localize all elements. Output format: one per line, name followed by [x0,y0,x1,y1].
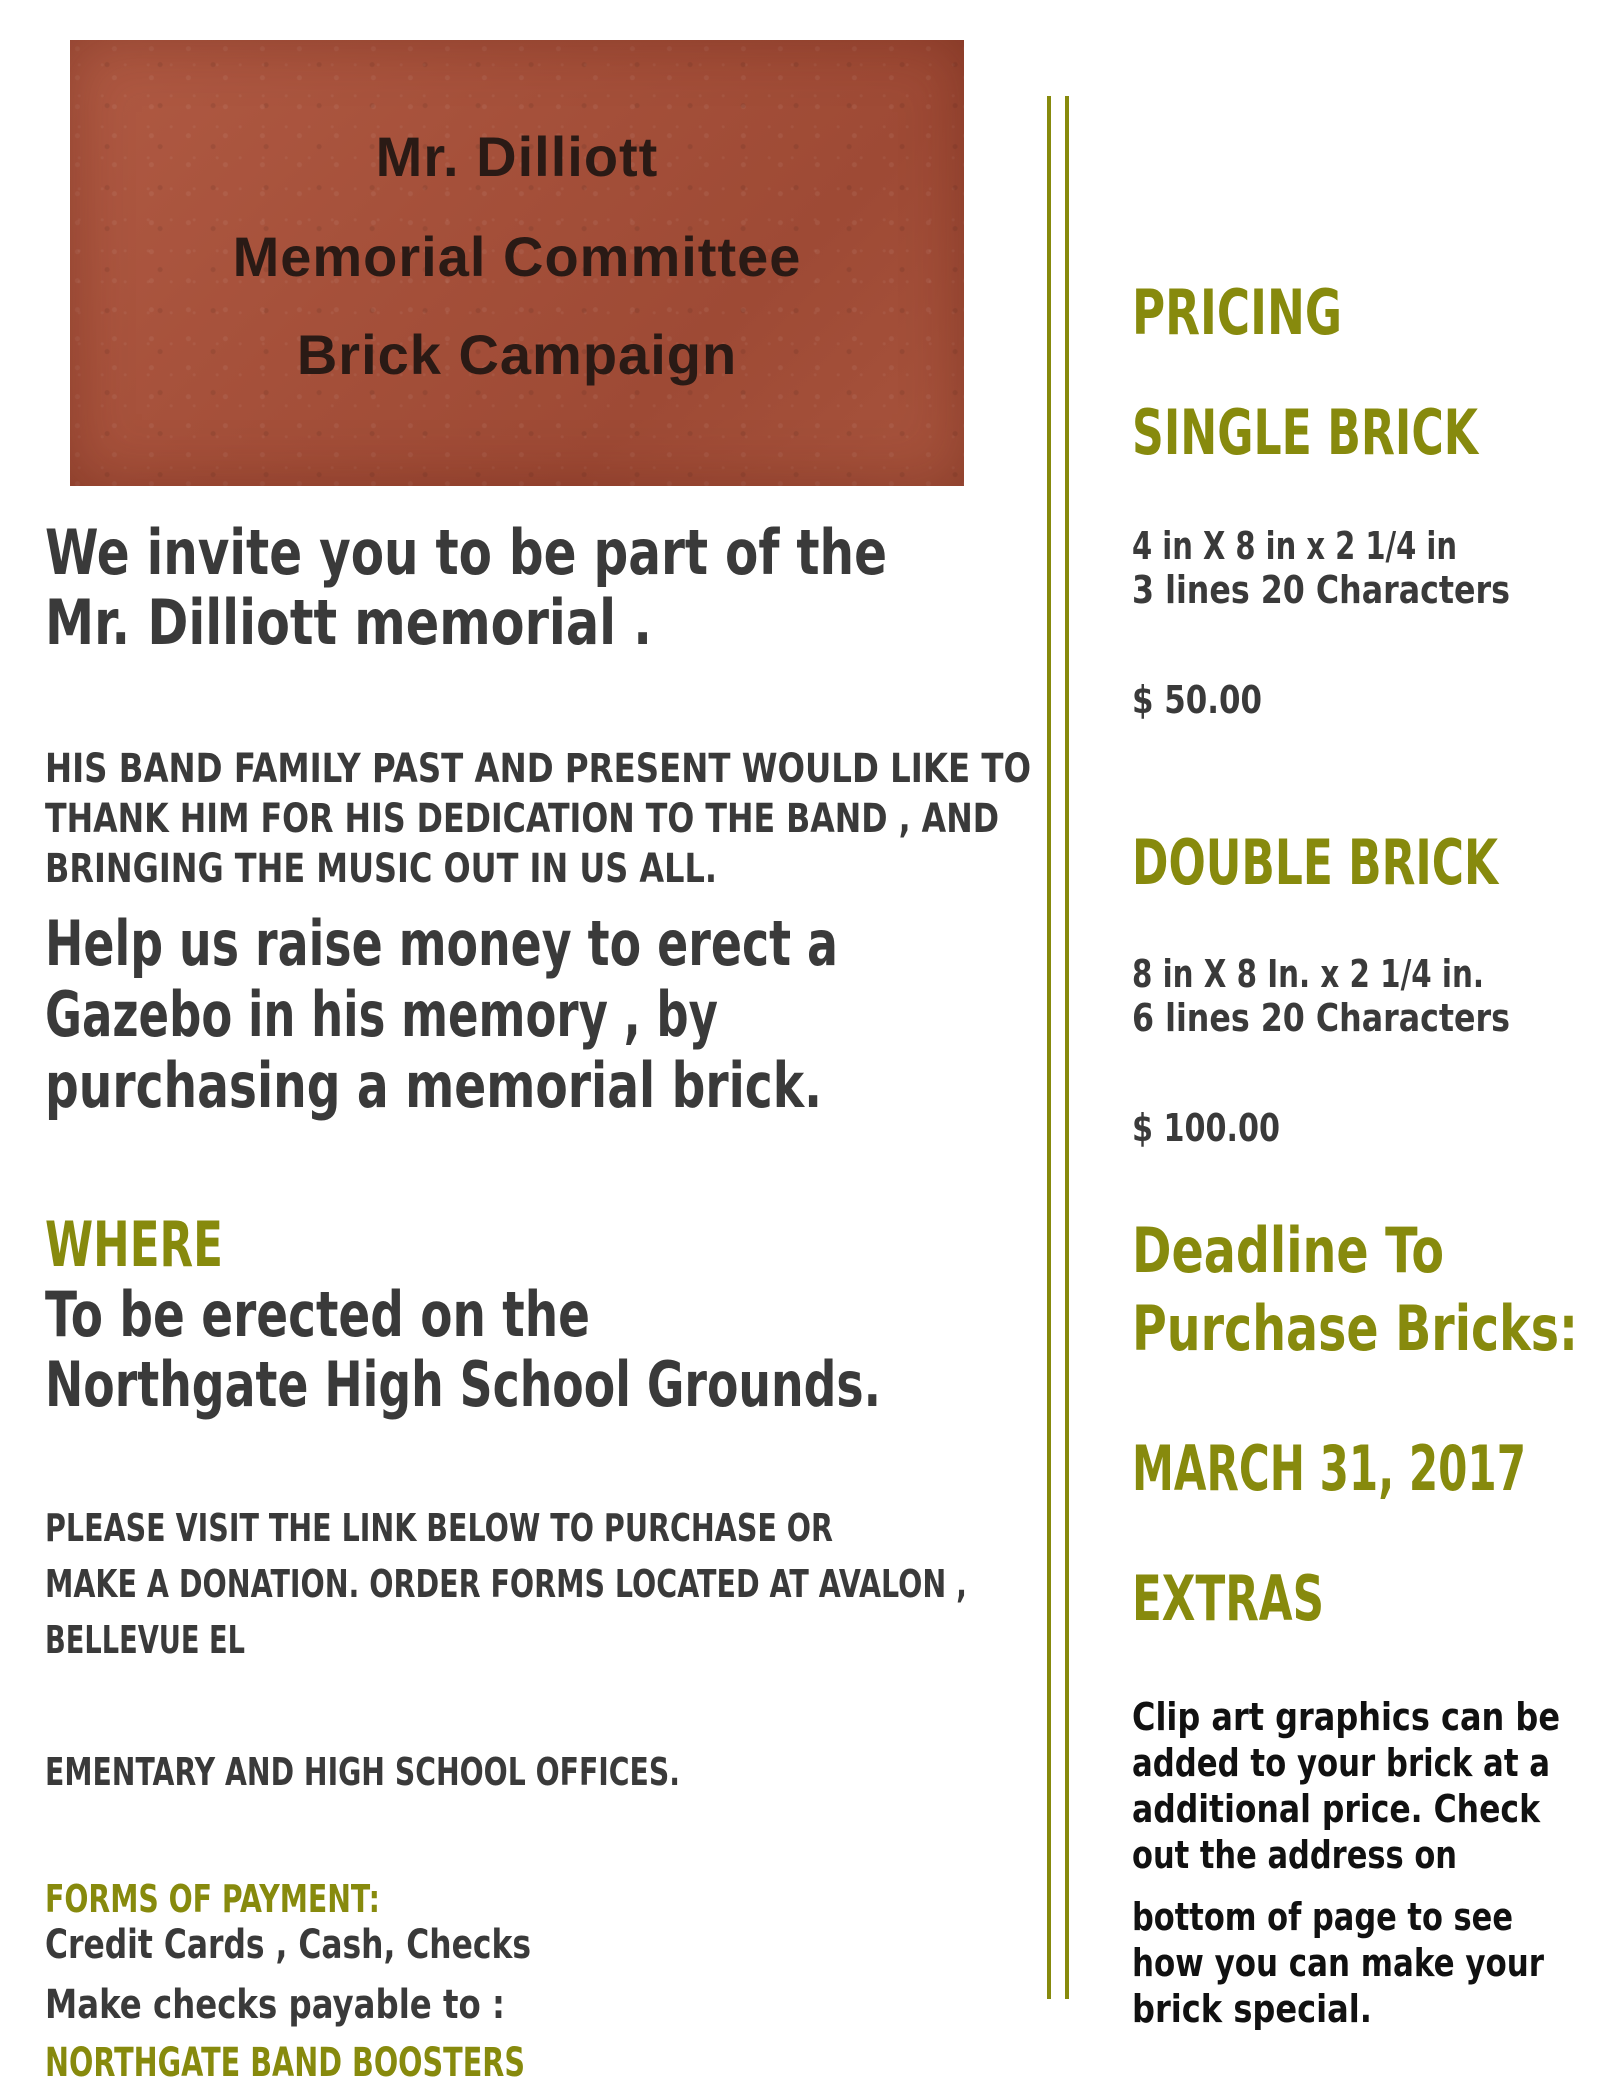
where-heading-text: WHERE [45,1208,223,1281]
single-lines: 3 lines 20 Characters [1132,568,1510,612]
visit-line-4: EMENTARY AND HIGH SCHOOL OFFICES. [45,1750,680,1794]
deadline-heading [1132,1212,1600,1368]
help-line-2: Gazebo in his memory , by [45,978,718,1051]
payable-to [45,1982,613,2028]
band-family-paragraph [45,744,1262,894]
extras-line-3: additional price. Check [1132,1787,1540,1831]
visit-paragraph-cont [45,1744,898,1800]
brick-line-1: Mr. Dilliott [375,125,659,188]
double-size: 8 in X 8 In. x 2 1/4 in. [1132,952,1484,996]
band-line-1: HIS BAND FAMILY PAST AND PRESENT WOULD LIKE TO [45,746,1031,792]
brick-line-3: Brick Campaign [296,323,738,386]
brick-line-2: Memorial Committee [232,225,802,288]
double-brick-heading-text: DOUBLE BRICK [1132,826,1498,899]
where-heading [45,1210,298,1280]
payable-to-text: Make checks payable to : [45,1982,505,2028]
where-details [45,1280,1177,1420]
where-line-1: To be erected on the [45,1278,590,1351]
pricing-heading-text: PRICING [1132,276,1342,349]
deadline-line-1: Deadline To [1132,1214,1444,1287]
single-brick-heading [1132,398,1600,468]
payment-heading [45,1876,495,1922]
extras-line-5: bottom of page to see [1132,1895,1513,1939]
double-price-text: $ 100.00 [1132,1106,1280,1150]
pricing-heading [1132,278,1420,348]
single-brick-heading-text: SINGLE BRICK [1132,396,1478,469]
band-line-3: BRINGING THE MUSIC OUT IN US ALL. [45,846,717,892]
help-line-1: Help us raise money to erect a [45,907,838,980]
extras-line-2: added to your brick at a [1132,1741,1550,1785]
extras-paragraph-cont [1132,1894,1600,2032]
deadline-date [1132,1434,1600,1504]
payee [45,2040,715,2086]
invite-line-1: We invite you to be part of the [45,516,887,589]
help-paragraph [45,908,1117,1121]
payment-methods [45,1922,665,1968]
extras-heading-text: EXTRAS [1132,1562,1324,1635]
deadline-date-text: MARCH 31, 2017 [1132,1432,1526,1505]
payee-text: NORTHGATE BAND BOOSTERS [45,2040,525,2086]
single-size: 4 in X 8 in x 2 1/4 in [1132,524,1457,568]
double-brick-heading [1132,828,1600,898]
double-brick-specs [1132,952,1588,1040]
payment-methods-text: Credit Cards , Cash, Checks [45,1922,531,1968]
payment-heading-text: FORMS OF PAYMENT: [45,1877,380,1921]
single-brick-specs [1132,524,1585,612]
double-brick-price [1132,1106,1318,1150]
extras-paragraph [1132,1694,1600,1878]
extras-heading [1132,1564,1405,1634]
visit-line-2: MAKE A DONATION. ORDER FORMS LOCATED AT AVALON , [45,1562,967,1606]
where-line-2: Northgate High School Grounds. [45,1348,881,1421]
single-brick-price [1132,678,1292,722]
invite-heading [45,518,1121,658]
visit-paragraph [45,1500,1274,1668]
single-price-text: $ 50.00 [1132,678,1262,722]
extras-line-1: Clip art graphics can be [1132,1695,1560,1739]
visit-line-3: BELLEVUE EL [45,1618,245,1662]
double-lines: 6 lines 20 Characters [1132,996,1510,1040]
extras-line-7: brick special. [1132,1987,1372,2031]
extras-line-4: out the address on [1132,1833,1457,1877]
brick-image [70,40,964,486]
invite-line-2: Mr. Dilliott memorial . [45,586,652,659]
visit-line-1: PLEASE VISIT THE LINK BELOW TO PURCHASE OR [45,1506,833,1550]
extras-line-6: how you can make your [1132,1941,1544,1985]
band-line-2: THANK HIM FOR HIS DEDICATION TO THE BAND , AND [45,796,999,842]
deadline-line-2: Purchase Bricks: [1132,1292,1578,1365]
help-line-3: purchasing a memorial brick. [45,1049,822,1122]
